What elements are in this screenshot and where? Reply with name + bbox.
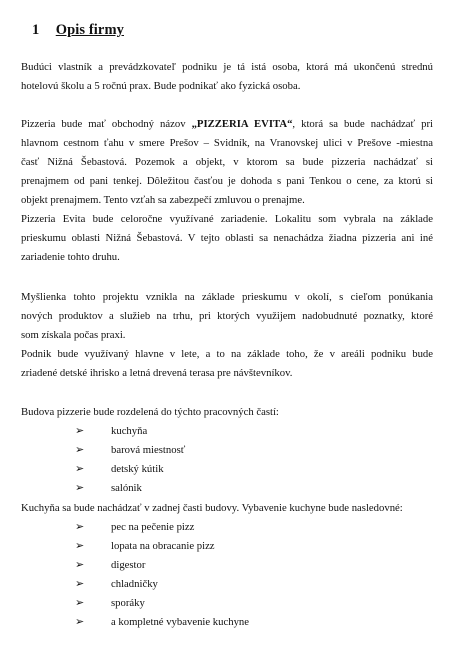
text-line: zariadenie tohto druhu. <box>21 251 120 263</box>
heading-title: Opis firmy <box>55 22 124 38</box>
text-line: hotelovú školu a 5 ročnú prax. Bude podnikať ako fyzická osoba. <box>21 80 301 92</box>
arrow-bullet-icon: ➢ <box>75 616 85 628</box>
text-line: zriadené detské ihrisko a letná drevená terasa pre návštevníkov. <box>21 367 293 379</box>
list-item: ➢ detský kútik <box>21 460 433 479</box>
text-line: Pizzeria Evita bude celoročne využívané zariadenie. Lokalitu som vybrala na základe <box>21 213 433 225</box>
kitchen-equipment-list <box>21 518 433 632</box>
paragraph-name-location <box>21 115 433 210</box>
text-line: Podnik bude využívaný hlavne v lete, a to na základe toho, že v areáli podniku bude <box>21 348 433 360</box>
paragraph-locality <box>21 210 433 267</box>
text-line: prieskumu oblasti Nižná Šebastová. V tejto oblasti sa nenachádza žiadna pizzeria ani iné <box>21 232 433 244</box>
list-item: ➢ digestor <box>21 556 433 575</box>
list-item: ➢ sporáky <box>21 594 433 613</box>
text-line: Pizzeria bude mať obchodný názov „PIZZERIA EVITA“, ktorá sa bude nachádzať pri <box>21 118 434 130</box>
arrow-bullet-icon: ➢ <box>75 463 85 475</box>
sections-intro: Budova pizzerie bude rozdelená do týchto pracovných častí: <box>21 406 279 418</box>
arrow-bullet-icon: ➢ <box>75 444 85 456</box>
arrow-bullet-icon: ➢ <box>75 521 85 533</box>
arrow-bullet-icon: ➢ <box>75 597 85 609</box>
list-item: ➢ chladničky <box>21 575 433 594</box>
text-line: prenajmem od pani tenkej. Dôležitou časťou je dohoda s pani Tenkou o cene, za ktorú si <box>21 175 433 187</box>
sections-block <box>21 403 433 498</box>
list-item: ➢ a kompletné vybavenie kuchyne <box>21 613 433 632</box>
list-item: ➢ lopata na obracanie pizz <box>21 537 433 556</box>
text-line: objekt prenajmem. Tento vzťah sa zabezpečí zmluvou o prenajme. <box>21 194 305 206</box>
text-line: Budúci vlastník a prevádzkovateľ podniku je tá istá osoba, ktorá má ukončenú strednú <box>21 61 433 73</box>
sections-list <box>21 422 433 498</box>
text-line: časť Nižná Šebastová. Pozemok a objekt, v ktorom sa bude pizzeria nachádzať si <box>21 156 433 168</box>
list-item: ➢ pec na pečenie pizz <box>21 518 433 537</box>
list-item: ➢ barová miestnosť <box>21 441 433 460</box>
section-heading <box>32 22 124 39</box>
text-line: hlavnom cestnom ťahu v smere Prešov – Svidník, na Vranovskej ulici v Prešove -miestna <box>21 137 433 149</box>
company-name: „PIZZERIA EVITA“ <box>191 118 293 130</box>
heading-number: 1 <box>32 22 40 38</box>
arrow-bullet-icon: ➢ <box>75 559 85 571</box>
arrow-bullet-icon: ➢ <box>75 482 85 494</box>
arrow-bullet-icon: ➢ <box>75 540 85 552</box>
paragraph-owner <box>21 58 433 96</box>
arrow-bullet-icon: ➢ <box>75 578 85 590</box>
list-item: ➢ salónik <box>21 479 433 498</box>
kitchen-block <box>21 499 433 632</box>
text-line: nových produktov a služieb na trhu, pri ktorých využijem nadobudnuté poznatky, ktoré <box>21 310 433 322</box>
paragraph-idea <box>21 288 433 345</box>
kitchen-intro: Kuchyňa sa bude nachádzať v zadnej časti budovy. Vybavenie kuchyne bude nasledovné: <box>21 502 403 514</box>
list-item: ➢ kuchyňa <box>21 422 433 441</box>
arrow-bullet-icon: ➢ <box>75 425 85 437</box>
text-line: Myšlienka tohto projektu vznikla na základe prieskumu v okolí, s cieľom ponúkania <box>21 291 433 303</box>
paragraph-season <box>21 345 433 383</box>
text-line: som získala počas praxi. <box>21 329 126 341</box>
